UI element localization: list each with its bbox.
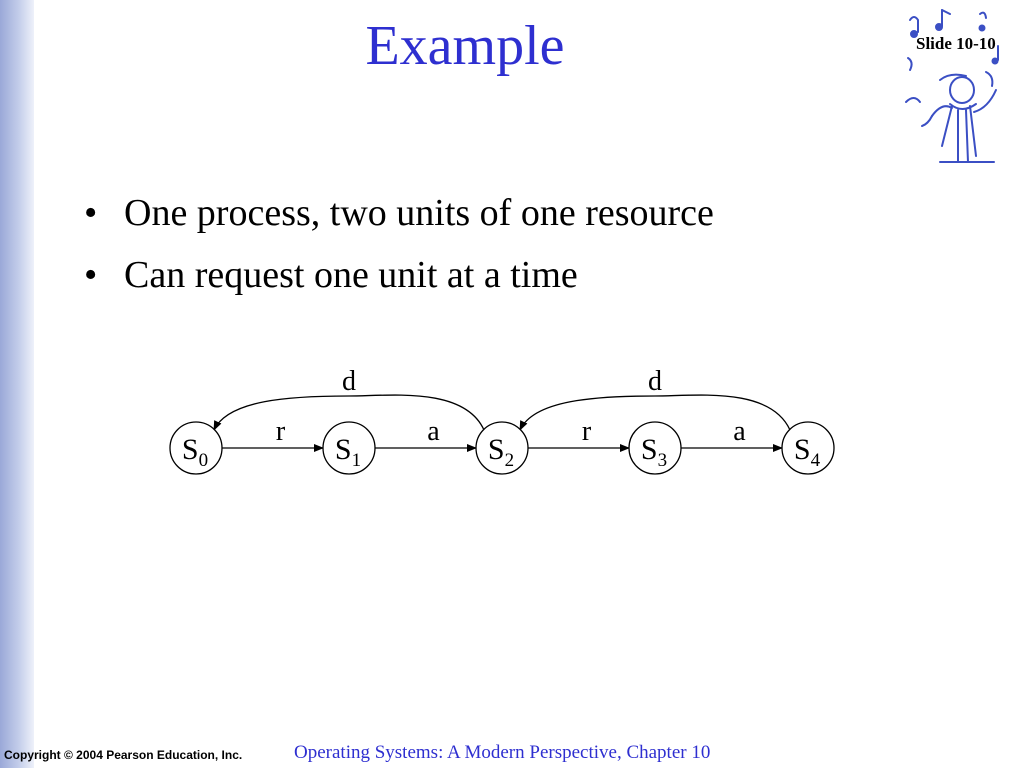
state-node-2: [476, 422, 528, 474]
bullet-text: One process, two units of one resource: [124, 192, 714, 234]
state-label: $S_4$: [793, 433, 821, 471]
state-node-1: [323, 422, 375, 474]
forward-edge-label: r: [275, 416, 286, 447]
state-label: $S_1$: [334, 433, 362, 471]
state-node-4: [782, 422, 834, 474]
bullet-dot-icon: •: [84, 254, 98, 296]
state-label: $S_0$: [181, 433, 209, 471]
state-label: $S_3$: [640, 433, 668, 471]
state-label: $S_2$: [487, 433, 515, 471]
state-node-0: [170, 422, 222, 474]
footer-copyright: Copyright © 2004 Pearson Education, Inc.: [4, 748, 243, 762]
forward-edge-label: r: [581, 416, 592, 447]
back-edge-label: d: [648, 366, 662, 397]
back-edge-label: d: [342, 366, 356, 397]
bullet-text: Can request one unit at a time: [124, 254, 578, 296]
forward-edge-label: a: [733, 416, 746, 447]
bullet-dot-icon: •: [84, 192, 98, 234]
slide-title: Example: [365, 15, 565, 77]
slide-number: Slide 10-10: [916, 34, 996, 53]
state-node-3: [629, 422, 681, 474]
forward-edge-label: a: [427, 416, 440, 447]
footer-book-title: Operating Systems: A Modern Perspective, Chapter 10: [294, 742, 711, 763]
